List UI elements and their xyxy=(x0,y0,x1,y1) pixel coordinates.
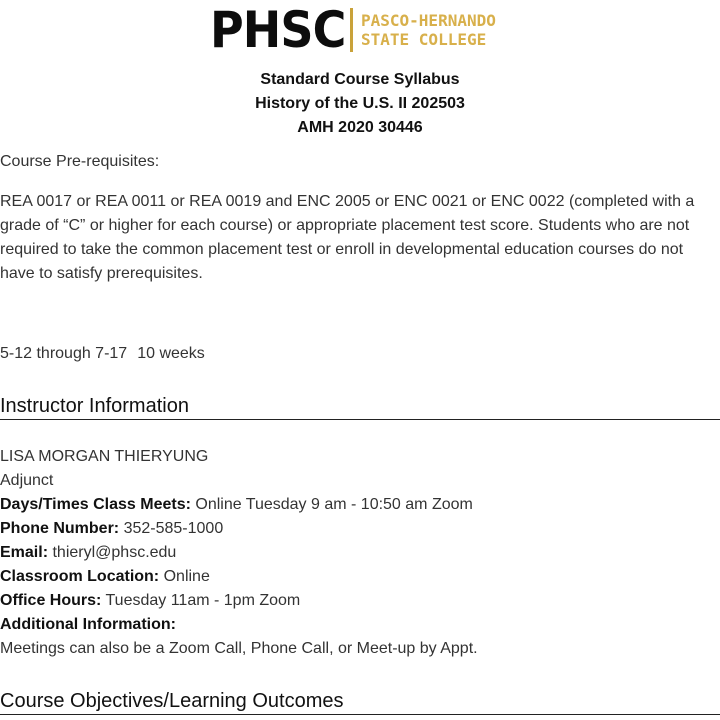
location-row xyxy=(0,565,716,589)
logo-mark: PHSC xyxy=(210,1,346,59)
phone-row xyxy=(0,517,716,541)
additional-info-label: Additional Information: xyxy=(0,616,176,633)
location-value: Online xyxy=(163,568,210,585)
class-meets-value: Online Tuesday 9 am - 10:50 am Zoom xyxy=(195,496,473,513)
additional-info-value: Meetings can also be a Zoom Call, Phone Call, or Meet-up by Appt. xyxy=(0,640,478,657)
prerequisites-text: REA 0017 or REA 0011 or REA 0019 and ENC 2005 or ENC 0021 or ENC 0022 (completed with a grade of “C” or higher for each course) or appropriate placement test score. Students who are not required to take the common placement test or enroll in developmental education courses do not have to satisfy prerequisites. xyxy=(0,193,695,282)
logo-line-2: STATE COLLEGE xyxy=(361,30,487,49)
syllabus-title: Standard Course Syllabus xyxy=(260,71,460,88)
term-length: 10 weeks xyxy=(137,345,205,362)
prerequisites-label: Course Pre-requisites: xyxy=(0,153,160,170)
course-name: History of the U.S. II 202503 xyxy=(255,95,465,112)
phone-label: Phone Number: xyxy=(0,520,120,537)
office-hours-row xyxy=(0,589,716,613)
email-row xyxy=(0,541,716,565)
course-code: AMH 2020 30446 xyxy=(297,119,423,136)
college-logo xyxy=(210,1,496,59)
instructor-name: LISA MORGAN THIERYUNG xyxy=(0,448,209,465)
location-label: Classroom Location: xyxy=(0,568,160,585)
phone-value: 352-585-1000 xyxy=(123,520,224,537)
office-hours-label: Office Hours: xyxy=(0,592,102,609)
office-hours-value: Tuesday 11am - 1pm Zoom xyxy=(105,592,301,609)
class-meets-row xyxy=(0,493,716,517)
instructor-info xyxy=(0,445,716,661)
additional-info-row xyxy=(0,613,716,637)
logo-wordmark xyxy=(361,11,496,49)
objectives-heading: Course Objectives/Learning Outcomes xyxy=(0,688,720,715)
instructor-heading: Instructor Information xyxy=(0,393,720,420)
class-meets-label: Days/Times Class Meets: xyxy=(0,496,191,513)
email-label: Email: xyxy=(0,544,49,561)
term-date-range: 5-12 through 7-17 xyxy=(0,345,128,362)
logo-divider xyxy=(350,8,353,52)
email-value: thieryl@phsc.edu xyxy=(52,544,177,561)
logo-line-1: PASCO-HERNANDO xyxy=(361,11,496,30)
instructor-role: Adjunct xyxy=(0,472,54,489)
term-dates xyxy=(0,342,716,366)
syllabus-header xyxy=(0,68,720,140)
